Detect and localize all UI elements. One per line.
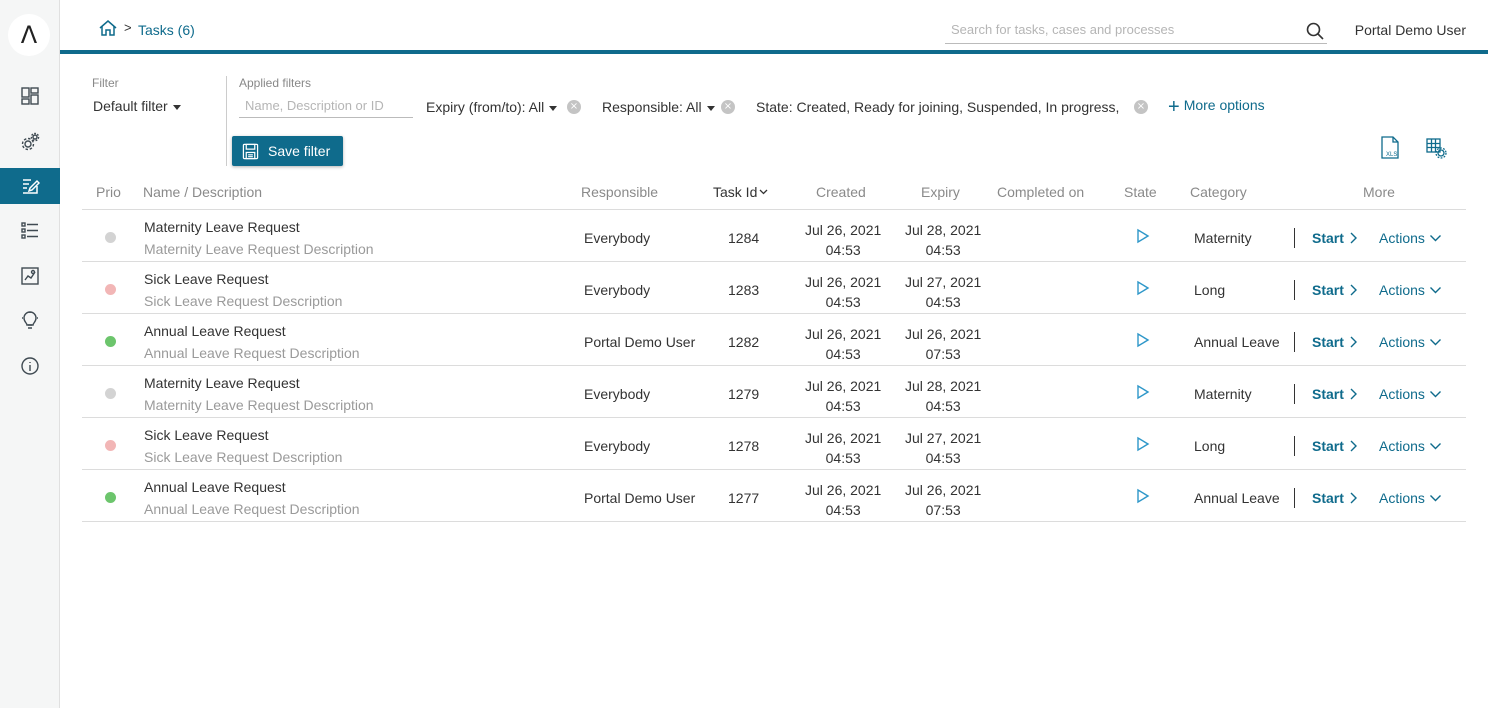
column-header-category[interactable]: Category: [1190, 184, 1247, 200]
chevron-right-icon: [1348, 440, 1358, 452]
task-responsible: Portal Demo User: [584, 490, 696, 506]
task-expiry-date: Jul 27, 2021: [905, 430, 982, 446]
task-category: Long: [1194, 282, 1226, 298]
priority-indicator: [105, 232, 116, 243]
task-table: [82, 178, 1466, 522]
actions-label: Actions: [1379, 490, 1425, 506]
play-state-icon: [1136, 488, 1150, 504]
cases-nav-icon[interactable]: [0, 212, 60, 248]
responsible-filter-label: Responsible: All: [602, 99, 702, 115]
task-created: [805, 220, 881, 260]
start-task-label: Start: [1312, 438, 1344, 454]
actions-dropdown[interactable]: [1379, 334, 1442, 350]
task-expiry-date: Jul 27, 2021: [905, 274, 982, 290]
task-created-time: 04:53: [825, 450, 861, 466]
chevron-down-icon: [1429, 440, 1442, 452]
task-created-time: 04:53: [825, 346, 861, 362]
action-separator: [1294, 280, 1295, 300]
task-id: 1284: [728, 230, 760, 246]
task-created-time: 04:53: [825, 398, 861, 414]
task-expiry: [905, 480, 981, 520]
task-expiry-time: 07:53: [925, 502, 961, 518]
task-expiry-time: 04:53: [925, 398, 961, 414]
task-name[interactable]: Annual Leave Request: [144, 479, 286, 495]
user-menu[interactable]: Portal Demo User: [1354, 22, 1466, 38]
table-row[interactable]: [82, 262, 1466, 314]
task-category: Annual Leave: [1194, 334, 1280, 350]
task-category: Long: [1194, 438, 1226, 454]
table-header: [82, 178, 1466, 210]
task-description: Sick Leave Request Description: [144, 293, 343, 309]
play-state-icon: [1136, 332, 1150, 348]
tasks-nav-icon[interactable]: [0, 168, 60, 204]
play-state-icon: [1136, 228, 1150, 244]
task-created-date: Jul 26, 2021: [805, 378, 882, 394]
chevron-right-icon: [1348, 492, 1358, 504]
task-responsible: Portal Demo User: [584, 334, 696, 350]
info-nav-icon[interactable]: [0, 348, 60, 384]
actions-dropdown[interactable]: [1379, 438, 1442, 454]
task-id: 1283: [728, 282, 760, 298]
name-filter-input[interactable]: [239, 94, 413, 118]
task-description: Maternity Leave Request Description: [144, 397, 374, 413]
more-options-link[interactable]: [1168, 96, 1265, 119]
start-task-button[interactable]: [1312, 386, 1358, 402]
task-id: 1278: [728, 438, 760, 454]
task-created: [805, 272, 881, 312]
breadcrumb-current[interactable]: Tasks (6): [138, 22, 195, 38]
task-expiry-date: Jul 28, 2021: [905, 378, 982, 394]
task-expiry-time: 04:53: [925, 242, 961, 258]
svg-text:XLS: XLS: [1386, 152, 1398, 158]
task-expiry-time: 04:53: [925, 450, 961, 466]
processes-nav-icon[interactable]: [0, 124, 60, 160]
actions-dropdown[interactable]: [1379, 282, 1442, 298]
task-created-date: Jul 26, 2021: [805, 222, 882, 238]
chevron-right-icon: [1348, 284, 1358, 296]
chevron-down-icon: [1429, 284, 1442, 296]
chevron-down-icon: [1429, 492, 1442, 504]
top-bar: [60, 0, 1488, 54]
task-description: Sick Leave Request Description: [144, 449, 343, 465]
task-responsible: Everybody: [584, 230, 651, 246]
task-name[interactable]: Annual Leave Request: [144, 323, 286, 339]
action-separator: [1294, 384, 1295, 404]
task-expiry: [905, 428, 981, 468]
column-header-expiry[interactable]: Expiry: [921, 184, 960, 200]
save-filter-label: Save filter: [268, 143, 331, 159]
start-task-label: Start: [1312, 334, 1344, 350]
column-header-responsible[interactable]: Responsible: [581, 184, 659, 200]
task-expiry: [905, 220, 981, 260]
column-header-name[interactable]: Name / Description: [143, 184, 263, 200]
task-id: 1282: [728, 334, 760, 350]
save-icon: [242, 143, 259, 160]
column-header-task-id[interactable]: [713, 184, 768, 200]
filter-select[interactable]: [93, 98, 181, 114]
task-category: Maternity: [1194, 386, 1252, 402]
priority-indicator: [105, 336, 116, 347]
task-expiry-time: 07:53: [925, 346, 961, 362]
responsible-filter-chip[interactable]: [602, 99, 715, 115]
task-expiry-date: Jul 26, 2021: [905, 482, 982, 498]
column-header-prio[interactable]: Prio: [96, 184, 121, 200]
task-expiry-time: 04:53: [925, 294, 961, 310]
task-id: 1277: [728, 490, 760, 506]
actions-dropdown[interactable]: [1379, 490, 1442, 506]
start-task-button[interactable]: [1312, 490, 1358, 506]
task-name[interactable]: Maternity Leave Request: [144, 375, 300, 391]
breadcrumb-separator: >: [124, 20, 132, 35]
table-body: [82, 210, 1466, 522]
task-description: Annual Leave Request Description: [144, 501, 360, 517]
state-filter-chip[interactable]: State: Created, Ready for joining, Suspended, In progress,: [756, 99, 1120, 115]
table-row[interactable]: [82, 366, 1466, 418]
action-separator: [1294, 228, 1295, 248]
task-responsible: Everybody: [584, 438, 651, 454]
home-icon[interactable]: [98, 18, 118, 38]
chevron-right-icon: [1348, 232, 1358, 244]
remove-state-filter-icon[interactable]: ×: [1134, 100, 1148, 114]
start-task-button[interactable]: [1312, 282, 1358, 298]
start-task-label: Start: [1312, 282, 1344, 298]
task-created: [805, 324, 881, 364]
table-row[interactable]: [82, 210, 1466, 262]
column-header-completed-on[interactable]: Completed on: [997, 184, 1085, 200]
filter-label: Filter: [92, 76, 119, 90]
save-filter-button[interactable]: [232, 136, 343, 166]
column-header-task-id-label: Task Id: [713, 184, 758, 200]
start-task-label: Start: [1312, 490, 1344, 506]
task-expiry: [905, 376, 981, 416]
action-separator: [1294, 488, 1295, 508]
filter-panel: [60, 58, 1488, 178]
task-created-time: 04:53: [825, 294, 861, 310]
remove-expiry-filter-icon[interactable]: ×: [567, 100, 581, 114]
priority-indicator: [105, 284, 116, 295]
actions-dropdown[interactable]: [1379, 230, 1442, 246]
task-name[interactable]: Sick Leave Request: [144, 271, 269, 287]
statistics-nav-icon[interactable]: [0, 258, 60, 294]
start-task-label: Start: [1312, 386, 1344, 402]
task-created-date: Jul 26, 2021: [805, 274, 882, 290]
start-task-button[interactable]: [1312, 334, 1358, 350]
remove-responsible-filter-icon[interactable]: ×: [721, 100, 735, 114]
column-header-created[interactable]: Created: [816, 184, 866, 200]
actions-label: Actions: [1379, 438, 1425, 454]
more-options-label: More options: [1183, 97, 1265, 113]
filter-divider: [226, 76, 227, 166]
actions-label: Actions: [1379, 230, 1425, 246]
dashboard-nav-icon[interactable]: [0, 78, 60, 114]
table-row[interactable]: [82, 418, 1466, 470]
actions-label: Actions: [1379, 282, 1425, 298]
caret-down-icon: [549, 106, 557, 111]
global-search: [945, 16, 1327, 44]
table-row[interactable]: [82, 314, 1466, 366]
start-task-label: Start: [1312, 230, 1344, 246]
start-task-button[interactable]: [1312, 438, 1358, 454]
task-expiry: [905, 272, 981, 312]
play-state-icon: [1136, 436, 1150, 452]
column-header-more: More: [1363, 184, 1395, 200]
chevron-right-icon: [1348, 388, 1358, 400]
task-created-time: 04:53: [825, 502, 861, 518]
task-name[interactable]: Maternity Leave Request: [144, 219, 300, 235]
task-description: Annual Leave Request Description: [144, 345, 360, 361]
column-config-icon[interactable]: [1425, 136, 1447, 160]
task-category: Annual Leave: [1194, 490, 1280, 506]
chevron-down-icon: [1429, 336, 1442, 348]
task-created-date: Jul 26, 2021: [805, 326, 882, 342]
chevron-right-icon: [1348, 336, 1358, 348]
action-separator: [1294, 436, 1295, 456]
task-expiry-date: Jul 28, 2021: [905, 222, 982, 238]
sidebar: [0, 0, 60, 708]
caret-down-icon: [707, 106, 715, 111]
chevron-down-icon: [1429, 388, 1442, 400]
priority-indicator: [105, 440, 116, 451]
chevron-down-icon: [1429, 232, 1442, 244]
sort-descending-icon: [759, 188, 768, 196]
start-task-button[interactable]: [1312, 230, 1358, 246]
task-created: [805, 376, 881, 416]
table-row[interactable]: [82, 470, 1466, 522]
column-header-state[interactable]: State: [1124, 184, 1157, 200]
task-created: [805, 428, 881, 468]
priority-indicator: [105, 492, 116, 503]
expiry-filter-label: Expiry (from/to): All: [426, 99, 545, 115]
task-description: Maternity Leave Request Description: [144, 241, 374, 257]
task-responsible: Everybody: [584, 282, 651, 298]
app-logo[interactable]: Λ: [8, 14, 50, 56]
search-icon[interactable]: [1305, 21, 1325, 41]
processes-lightbulb-icon[interactable]: [0, 303, 60, 339]
expiry-filter-chip[interactable]: [426, 99, 557, 115]
play-state-icon: [1136, 384, 1150, 400]
actions-label: Actions: [1379, 386, 1425, 402]
priority-indicator: [105, 388, 116, 399]
task-expiry: [905, 324, 981, 364]
plus-icon: +: [1168, 96, 1180, 118]
task-created-time: 04:53: [825, 242, 861, 258]
task-created-date: Jul 26, 2021: [805, 430, 882, 446]
play-state-icon: [1136, 280, 1150, 296]
actions-dropdown[interactable]: [1379, 386, 1442, 402]
action-separator: [1294, 332, 1295, 352]
applied-filters-label: Applied filters: [239, 76, 312, 90]
task-created-date: Jul 26, 2021: [805, 482, 882, 498]
export-excel-icon[interactable]: [1379, 136, 1401, 160]
task-id: 1279: [728, 386, 760, 402]
actions-label: Actions: [1379, 334, 1425, 350]
task-responsible: Everybody: [584, 386, 651, 402]
task-name[interactable]: Sick Leave Request: [144, 427, 269, 443]
task-category: Maternity: [1194, 230, 1252, 246]
task-created: [805, 480, 881, 520]
caret-down-icon: [173, 105, 181, 110]
task-expiry-date: Jul 26, 2021: [905, 326, 982, 342]
search-input[interactable]: [945, 16, 1285, 42]
filter-select-value: Default filter: [93, 98, 168, 114]
